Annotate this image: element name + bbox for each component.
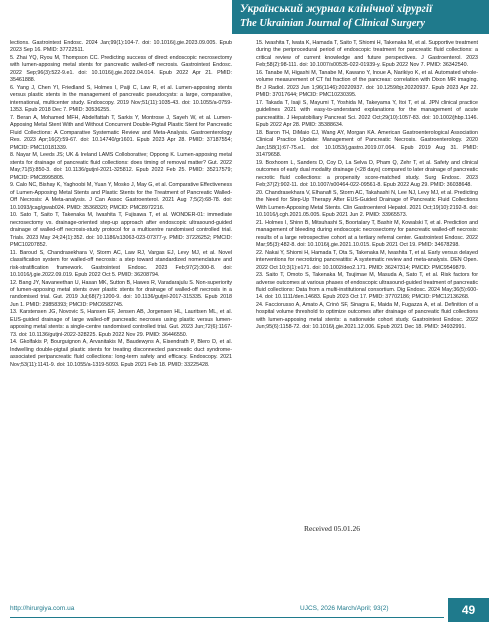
footer-divider — [10, 617, 444, 618]
reference-item: 11. Baroud S, Chandrasekhara V, Storm AC, Law RJ, Vargas EJ, Levy MJ, et al. Novel classification system for walled-off necrosis: a step toward standardized nomenclature and risk-stratification framework. Gastrointest Endosc. 2023 Feb;97(2):300-8. doi: 10.1016/j.gie.2022.09.019. Epub 2022 Oct 5. PMID: 36208794. — [10, 249, 232, 279]
reference-item: 5. Zhai YQ, Ryou M, Thompson CC. Predicting success of direct endoscopic necrosectomy with lumen-apposing metal stents for pancreatic walled-off necrosis. Gastrointest Endosc. 2022 Sep;96(3):522-9.e1. doi: 10.1016/j.gie.2022.04.014. Epub 2022 Apr 21. PMID: 35461888. — [10, 54, 232, 84]
reference-item: 21. Holmes I, Shinn B, Mitsuhashi S, Boortalary T, Bashir M, Kowalski T, et al. Prediction and management of bleeding during endoscopic necrosectomy for pancreatic walled-off necrosis: results of a large retrospective cohort at a tertiary referral center. Gastrointest Endosc. 2022 Mar;95(3):482-8. doi: 10.1016/j.gie.2021.10.015. Epub 2021 Oct 19. PMID: 34678298. — [256, 219, 478, 249]
reference-item: 15. Iwashita T, Iwata K, Hamada T, Saito T, Shiomi H, Takenaka M, et al. Supportive treatment during the periprocedural period of endoscopic treatment for pancreatic fluid collections: a critical review of current knowledge and future perspectives. J Gastroenterol. 2023 Feb;58(2):98-111. doi: 10.1007/s00535-022-01939-y. Epub 2022 Nov 7. PMID: 36342540. — [256, 40, 478, 69]
reference-item: 7. Beran A, Mohamed MFH, Abdelfattah T, Sarkis Y, Montrose J, Sayeh W, et al. Lumen-Apposing Metal Stent With and Without Concurrent Double-Pigtail Plastic Stent for Pancreatic Fluid Collections: A Comparative Systematic Review and Meta-Analysis. Gastroenterology Res. 2023 Apr;16(2):59-67. doi: 10.14740/gr1601. Epub 2023 Apr 28. PMID: 37187554; PMCID: PMC10181339. — [10, 114, 232, 151]
reference-item: 18. Baron TH, DiMaio CJ, Wang AY, Morgan KA. American Gastroenterological Association Clinical Practice Update: Management of Pancreatic Necrosis. Gastroenterology. 2020 Jan;158(1):67-75.e1. doi: 10.1053/j.gastro.2019.07.064. Epub 2019 Aug 31. PMID: 31479658. — [256, 129, 478, 159]
reference-item: 17. Takada T, Isaji S, Mayumi T, Yoshida M, Takeyama Y, Itoi T, et al. JPN clinical practice guidelines 2021 with easy-to-understand explanations for the management of acute pancreatitis. J Hepatobiliary Pancreat Sci. 2022 Oct;29(10):1057-83. doi: 10.1002/jhbp.1146. Epub 2022 Apr 28. PMID: 35388634. — [256, 99, 478, 129]
references-right-column — [256, 40, 478, 332]
footer-website-link[interactable]: http://hirurgiya.com.ua — [10, 605, 75, 612]
reference-item: 20. Chandrasekhara V, Elhanafi S, Storm AC, Takahashi N, Lee NJ, Levy MJ, et al. Predicting the Need for Step-Up Therapy After EUS-Guided Drainage of Pancreatic Fluid Collections With Lumen-Apposing Metal Stents. Clin Gastroenterol Hepatol. 2021 Oct;19(10):2192-8. doi: 10.1016/j.cgh.2021.05.005. Epub 2021 Jun 2. PMID: 33965573. — [256, 189, 478, 219]
reference-item: 12. Bang JY, Navaneethan U, Hasan MK, Sutton B, Hawes R, Varadarajulu S. Non-superiority of lumen-apposing metal stents over plastic stents for drainage of walled-off necrosis in a randomised trial. Gut. 2019 Jul;68(7):1200-9. doi: 10.1136/gutjnl-2017-315335. Epub 2018 Jun 1. PMID: 29858393; PMCID: PMC6582745. — [10, 279, 232, 308]
reference-item: 19. Boxhoorn L, Sanders D, Coy D, La Selva D, Pham Q, Zehr T, et al. Safety and clinical outcomes of early dual modality drainage (<28 days) compared to later drainage of pancreatic necrotic fluid collections: a propensity score-matched study. Surg Endosc. 2023 Feb;37(2):902-11. doi: 10.1007/s00464-022-09561-8. Epub 2022 Aug 29. PMID: 36038648. — [256, 159, 478, 189]
reference-item: 9. Calo NC, Bishay K, Yaghoobi M, Yuan Y, Mosko J, May G, et al. Comparative Effectiveness of Lumen-Apposing Metal Stents and Plastic Stents for the Treatment of Pancreatic Walled-Off Necrosis: A Meta-analysis. J Can Assoc Gastroenterol. 2021 Aug 7;5(2):68-78. doi: 10.1093/jcag/gwab024. PMID: 35368320; PMCID: PMC8972216. — [10, 182, 232, 211]
reference-item: 10. Sato T, Saito T, Takenaka M, Iwashita T, Fujisawa T, et al. WONDER-01: immediate necrosectomy vs. drainage-oriented step-up approach after endoscopic ultrasound-guided drainage of walled-off necrosis-study protocol for a multicentre randomised controlled trial. Trials. 2023 May 24;24(1):352. doi: 10.1186/s13063-023-07377-y. PMID: 37226252; PMCID: PMC10207852. — [10, 212, 232, 249]
reference-item: lections. Gastrointest Endosc. 2024 Jan;99(1):104-7. doi: 10.1016/j.gie.2023.09.005. Epub 2023 Sep 16. PMID: 37722511. — [10, 40, 232, 54]
received-date: Received 05.01.26 — [304, 524, 361, 533]
reference-item: 22. Nakai Y, Shiomi H, Hamada T, Ota S, Takenaka M, Iwashita T, et al. Early versus delayed interventions for necrotizing pancreatitis: A systematic review and meta-analysis. DEN Open. 2022 Oct 10;3(1):e171. doi: 10.1002/deo2.171. PMID: 36247314; PMCID: PMC9549879. — [256, 249, 478, 271]
reference-item: 23. Saito T, Omoto S, Takenaka M, Tsujimae M, Masuda A, Sato T, et al. Risk factors for adverse outcomes at various phases of endoscopic ultrasound-guided treatment of pancreatic fluid collections: Data from a multi-institutional consortium. Dig Endosc. 2024 May;36(5):600-14. doi: 10.1111/den.14683. Epub 2023 Oct 17. PMID: 37702186; PMCID: PMC12136268. — [256, 272, 478, 301]
reference-item: 24. Facciorusso A, Amato A, Crinò SF, Sinagra E, Maida M, Fugazza A, et al. Definition of a hospital volume threshold to optimize outcomes after drainage of pancreatic fluid collections with lumen-apposing metal stents: a nationwide cohort study. Gastrointest Endosc. 2022 Jun;95(6):1158-72. doi: 10.1016/j.gie.2021.12.006. Epub 2021 Dec 18. PMID: 34932991. — [256, 301, 478, 331]
journal-title-ukrainian: Український журнал клінічної хірургії — [240, 3, 433, 15]
reference-item: 16. Tanabe M, Higashi M, Tanabe M, Kawano Y, Inoue A, Narikiyo K, et al. Automated whole-volume measurement of CT fat fraction of the pancreas: correlation with Dixon MR imaging. Br J Radiol. 2023 Jun 1;96(1146):20220937. doi: 10.1259/bjr.20220937. Epub 2023 Apr 22. PMID: 37017644; PMCID: PMC10230395. — [256, 69, 478, 99]
reference-item: 6. Yang J, Chen YI, Friedland S, Holmes I, Paiji C, Law R, et al. Lumen-apposing stents versus plastic stents in the management of pancreatic pseudocysts: a large, comparative, international, multicenter study. Endoscopy. 2019 Nov;51(11):1035-43. doi: 10.1055/a-0759-1353. Epub 2018 Dec 7. PMID: 30536255. — [10, 84, 232, 114]
reference-item: 8. Nayar M, Leeds JS; UK & Ireland LAMS Colloborative; Oppong K. Lumen-apposing metal stents for drainage of pancreatic fluid collections: does timing of removal matter? Gut. 2022 May;71(5):850-3. doi: 10.1136/gutjnl-2021-325812. Epub 2022 Feb 25. PMID: 35217579; PMCID: PMC8995805. — [10, 152, 232, 181]
journal-title-english: The Ukrainian Journal of Clinical Surgery — [240, 18, 426, 29]
references-left-column — [10, 40, 232, 369]
footer-journal-issue: UJCS, 2026 March/April; 93(2) — [300, 605, 389, 612]
reference-item: 14. Gkolfakis P, Bourguignon A, Arvanitakis M, Baudewyns A, Eisendrath P, Blero D, et al. Indwelling double-pigtail plastic stents for treating disconnected pancreatic duct syndrome-associated peripancreatic fluid collections: long-term safety and efficacy. Endoscopy. 2021 Nov;53(11):1141-9. doi: 10.1055/a-1319-5093. Epub 2021 Feb 18. PMID: 33225428. — [10, 339, 232, 368]
page-number-badge: 49 — [448, 598, 489, 622]
journal-header-banner — [232, 0, 489, 34]
reference-item: 13. Karstensen JG, Novovic S, Hansen EF, Jensen AB, Jorgensen HL, Lauritsen ML, et al. EUS-guided drainage of large walled-off pancreatic necroses using plastic versus lumen-apposing metal stents: a single-centre randomised controlled trial. Gut. 2023 Jun;72(6):1167-73. doi: 10.1136/gutjnl-2022-328225. Epub 2022 Nov 29. PMID: 36446550. — [10, 309, 232, 338]
